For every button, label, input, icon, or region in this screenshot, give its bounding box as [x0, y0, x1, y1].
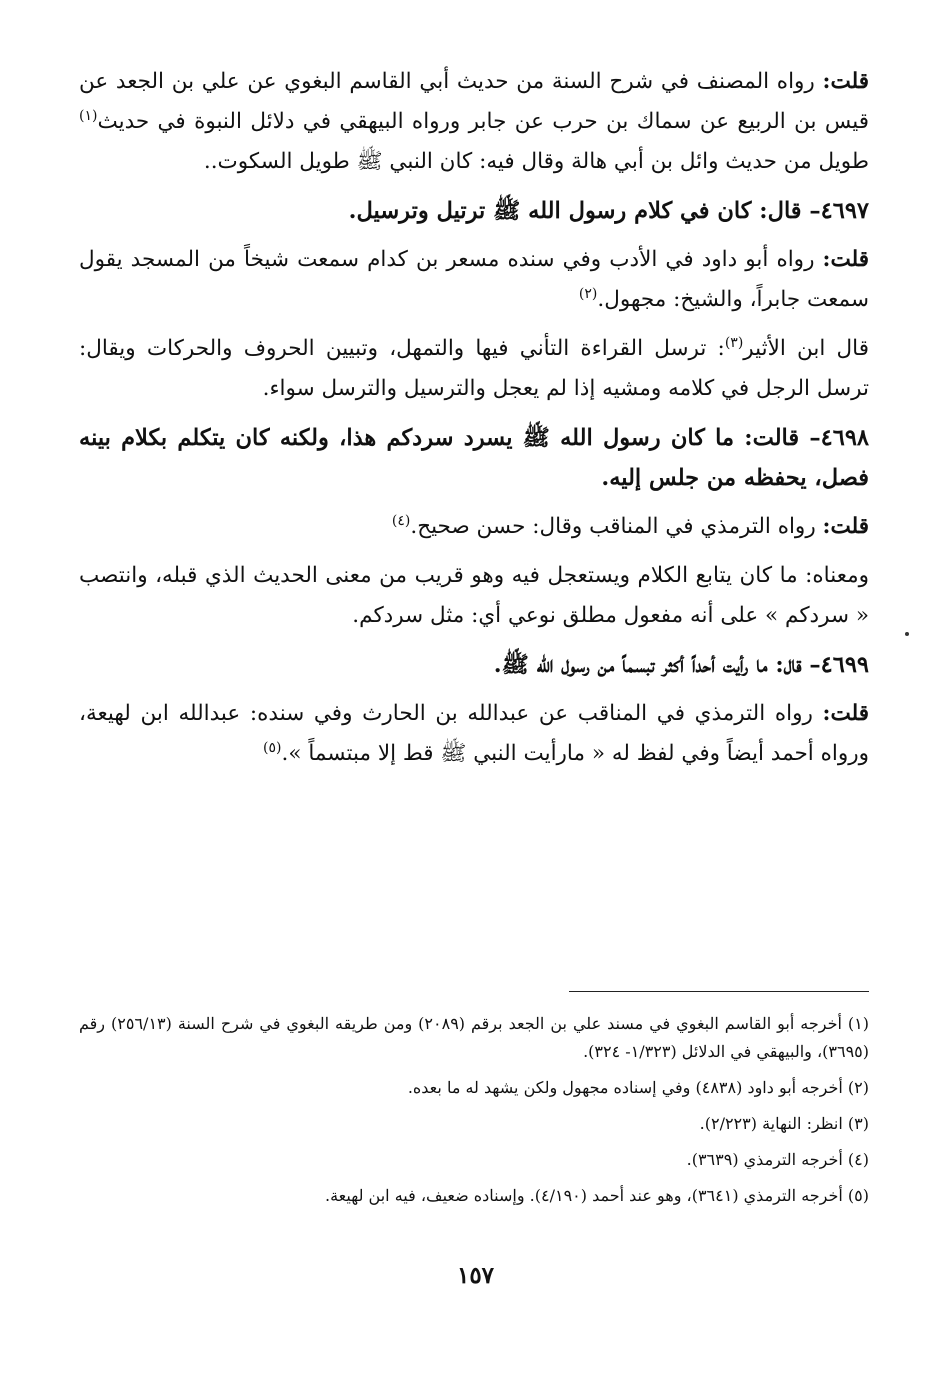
paragraph-label: قلت:	[822, 69, 869, 94]
paragraph	[79, 240, 869, 320]
paragraph-text: رواه الترمذي في المناقب عن عبدالله بن الحارث وفي سنده: عبدالله ابن لهيعة، ورواه أحمد أيضاً وفي لفظ له « مارأيت النبي ﷺ قط إلا مبتسماً ».	[79, 701, 869, 766]
paragraph	[79, 62, 869, 182]
footnote: (١) أخرجه أبو القاسم البغوي في مسند علي بن الجعد برقم (٢٠٨٩) ومن طريقه البغوي في شرح السنة (٢٥٦/١٣) رقم (٣٦٩٥)، والبيهقي في الدلائل (١/٣٢٣- ٣٢٤).	[79, 1014, 870, 1061]
paragraph-label: قلت:	[822, 514, 869, 539]
hadith-heading	[79, 418, 869, 498]
paragraph-text: رواه المصنف في شرح السنة من حديث أبي القاسم البغوي عن علي بن الجعد عن قيس بن الربيع عن سماك بن حرب عن جابر ورواه البيهقي في دلائل النبوة في حديث	[79, 69, 869, 134]
footnote: (٤) أخرجه الترمذي (٣٦٣٩).	[686, 1150, 869, 1169]
hadith-heading	[79, 191, 869, 231]
paragraph	[79, 329, 869, 409]
footnote-ref[interactable]: (٣)	[724, 334, 744, 351]
footnote-ref[interactable]: (٥)	[263, 739, 282, 756]
paragraph-text: قال ابن الأثير	[743, 336, 869, 361]
scan-speck	[905, 632, 909, 636]
paragraph-tail: : ترسل القراءة التأني فيها والتمهل، وتبيين الحروف والحركات ويقال: ترسل الرجل في كلامه ومشيه إذا لم يعجل والترسيل والترسل سواء.	[79, 336, 869, 401]
paragraph-text: رواه أبو داود في الأدب وفي سنده مسعر بن كدام سمعت شيخاً من المسجد يقول سمعت جابراً، والشيخ: مجهول.	[79, 247, 869, 312]
paragraph	[79, 507, 869, 547]
page-number: ١٥٧	[456, 1262, 495, 1289]
footnote-ref[interactable]: (٤)	[391, 512, 411, 529]
footnotes	[79, 1010, 869, 1218]
hadith-heading	[79, 645, 869, 685]
footnote-separator	[569, 991, 869, 992]
footnote-ref[interactable]: (٢)	[578, 285, 598, 302]
paragraph-text: ٤٦٩٩– قال: ما رأيت أحداً أكثر تبسماً من رسول الله ﷺ.	[493, 652, 869, 678]
footnote: (٥) أخرجه الترمذي (٣٦٤١)، وهو عند أحمد (٤/١٩٠). وإسناده ضعيف، فيه ابن لهيعة.	[324, 1186, 869, 1205]
paragraph-text: ٤٦٩٧– قال: كان في كلام رسول الله ﷺ ترتيل وترسيل.	[348, 198, 869, 224]
footnote-ref[interactable]: (١)	[79, 107, 98, 124]
paragraph	[79, 694, 869, 774]
main-text	[79, 62, 869, 783]
footnote: (٣) انظر: النهاية (٢/٢٢٣).	[699, 1114, 869, 1133]
paragraph	[79, 556, 869, 636]
paragraph-text: رواه الترمذي في المناقب وقال: حسن صحيح.	[410, 514, 823, 539]
paragraph-text: ومعناه: ما كان يتابع الكلام ويستعجل فيه وهو قريب من معنى الحديث الذي قبله، وانتصب « سردكم » على أنه مفعول مطلق نوعي أي: مثل سردكم.	[79, 563, 869, 628]
paragraph-label: قلت:	[822, 247, 869, 272]
paragraph-tail: طويل من حديث وائل بن أبي هالة وقال فيه: كان النبي ﷺ طويل السكوت..	[203, 149, 869, 174]
paragraph-text: ٤٦٩٨– قالت: ما كان رسول الله ﷺ يسرد سردكم هذا، ولكنه كان يتكلم بكلام بينه فصل، يحفظه من جلس إليه.	[79, 425, 869, 491]
paragraph-label: قلت:	[822, 701, 869, 726]
footnote: (٢) أخرجه أبو داود (٤٨٣٨) وفي إسناده مجهول ولكن يشهد له ما بعده.	[407, 1078, 869, 1097]
